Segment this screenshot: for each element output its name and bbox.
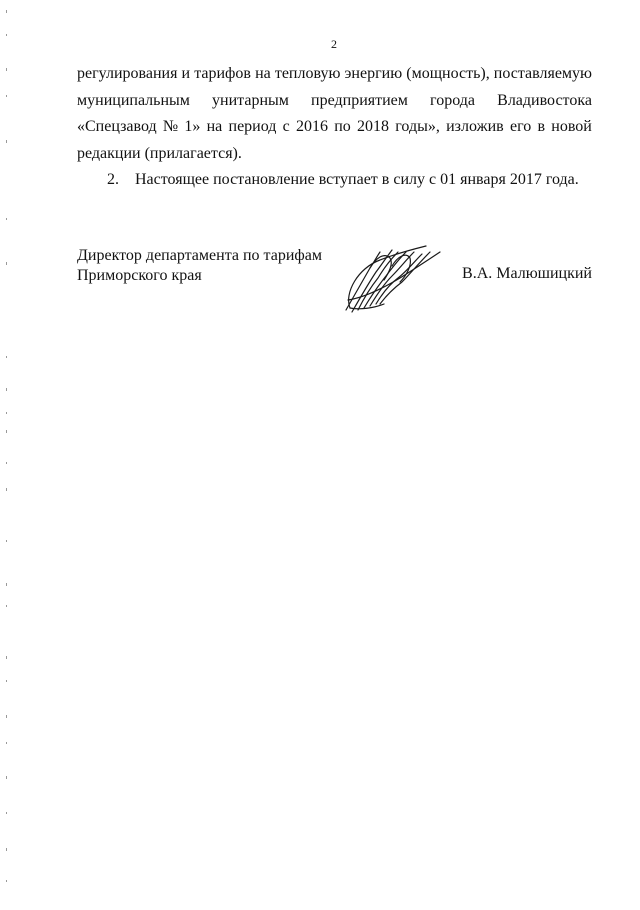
word: 1» [184, 118, 201, 136]
word: его [509, 118, 532, 136]
paragraph-1 [77, 61, 592, 167]
word: 2016 [296, 118, 328, 136]
word: с [282, 118, 290, 136]
word: (мощность), [406, 65, 490, 82]
signatory-title [77, 246, 322, 285]
word: в [537, 118, 546, 136]
word: № [162, 118, 179, 136]
word: энергию [344, 65, 403, 82]
word: 2018 [357, 118, 390, 136]
paragraph-line [77, 61, 592, 88]
word: города [430, 91, 475, 109]
word: изложив [446, 118, 504, 136]
page-number: 2 [331, 37, 337, 51]
word: «Спецзавод [77, 118, 157, 136]
signatory-name: В.А. Малюшицкий [462, 265, 592, 282]
paragraph-line [77, 88, 592, 115]
signatory-title-line: Директор департамента по тарифам [77, 247, 322, 264]
paragraph-line [77, 114, 592, 141]
signatory-title-line: Приморского края [77, 266, 202, 284]
list-item-text: Настоящее постановление вступает в силу с 01 января 2017 года. [135, 171, 579, 188]
word: по [334, 118, 351, 136]
word: тарифов [194, 65, 251, 82]
list-item-2 [107, 167, 579, 193]
word: поставляемую [493, 65, 592, 82]
word: регулирования [77, 65, 178, 82]
word: годы», [395, 118, 440, 136]
word: период [228, 118, 277, 136]
handwritten-signature [340, 238, 448, 318]
word: предприятием [311, 91, 408, 109]
word: на [206, 118, 223, 136]
word: Владивостока [497, 91, 592, 109]
paragraph-last-line: редакции (прилагается). [77, 144, 242, 162]
word: унитарным [212, 91, 289, 109]
word: муниципальным [77, 91, 190, 109]
list-item-number: 2. [107, 171, 119, 188]
word: новой [551, 118, 592, 136]
word: тепловую [274, 65, 341, 82]
word: и [181, 65, 191, 82]
scan-margin-marks [5, 0, 8, 905]
word: на [255, 65, 271, 82]
